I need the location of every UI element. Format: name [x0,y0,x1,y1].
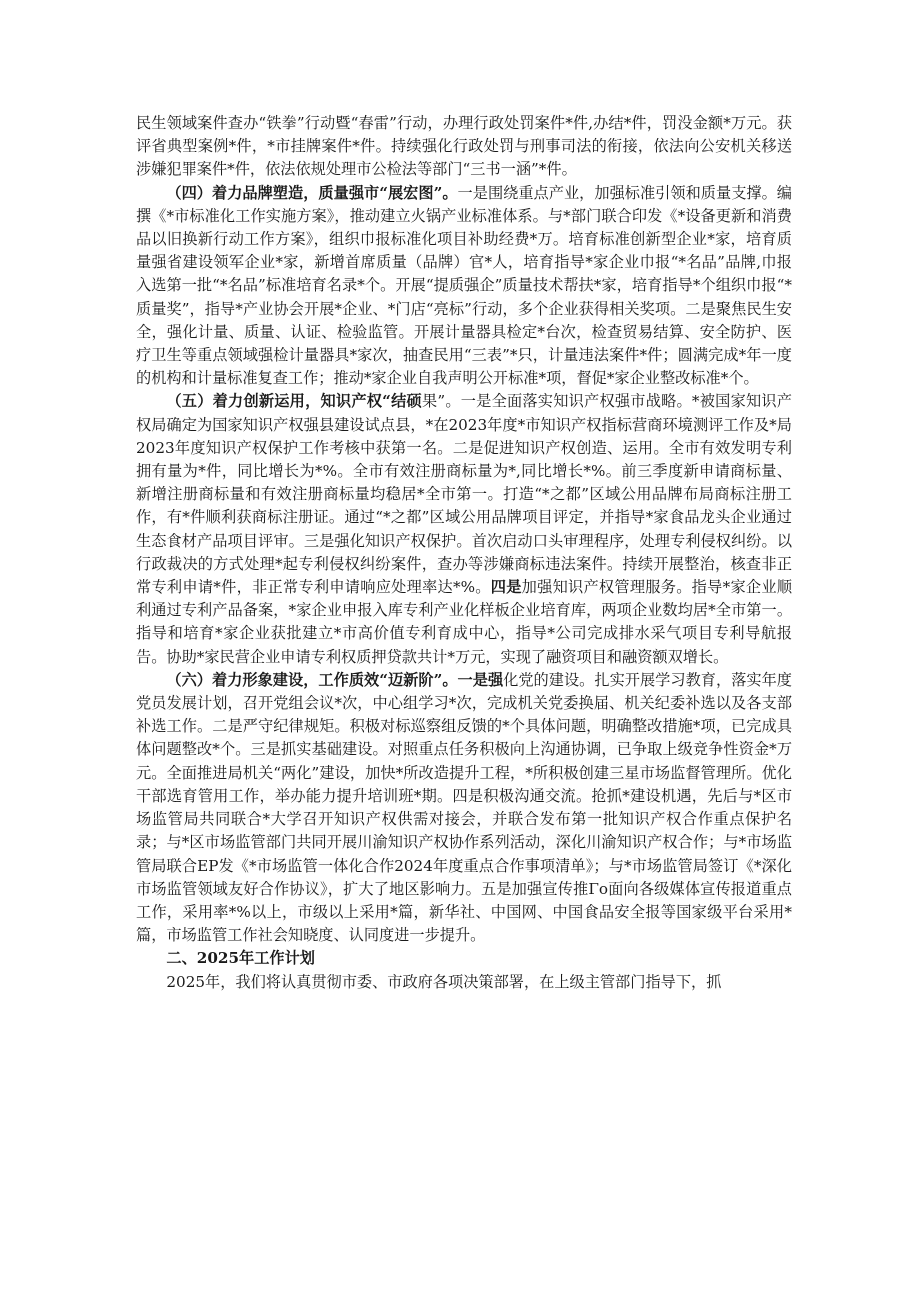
paragraph-4-lead: （六）着力形象建设，工作质效“迈新阶”。一是强 [166,670,504,689]
paragraph-2-lead: （四）着力品牌塑造，质量强市“展宏图”。 [166,183,458,202]
paragraph-3-text: 果”。一是全面落实知识产权强市战略。*被国家知识产权局确定为国家知识产权强县建设试点县，*在2023年度*市知识产权指标营商环境测评工作及*局2023年度知识产权保护工作考核中获第一名。二是促进知识产权创造、运用。全市有效发明专利拥有量为*件，同比增长为*%。全市有效注册商标量为*,同比增长*%。前三季度新申请商标量、新增注册商标量和有效注册商标量均稳居*全市第一。打造“*之都”区域公用品牌布局商标注册工作，有*件顺利获商标注册证。通过“*之都”区域公用品牌项目评定，并指导*家食品龙头企业通过生态食材产品项目评审。三是强化知识产权保护。首次启动口头审理程序，处理专利侵权纠纷。以行政裁决的方式处理*起专利侵权纠纷案件，查办等涉嫌商标违法案件。持续开展整治，核查非正常专利申请*件，非正常专利申请响应处理率达*%。 [136,392,792,597]
paragraph-3-inline-text: 加强知识产权管理服务。指导*家企业顺利通过专利产品备案，*家企业申报入库专利产业化样板企业培育库，两项企业数均居*全市第一。指导和培育*家企业获批建立*市高价值专利育成中心，指导*公司完成排水采气项目专利导航报告。协助*家民营企业申请专利权质押贷款共计*万元，实现了融资项目和融资额双增长。 [136,578,793,666]
paragraph-last: 2025年，我们将认真贯彻市委、市政府各项决策部署，在上级主管部门指导下，抓 [166,972,722,991]
paragraph-3-lead: （五）着力创新运用，知识产权“结硕 [166,392,422,411]
paragraph-4-text: 化党的建设。扎实开展学习教育，落实年度党员发展计划，召开党组会议*次，中心组学习*次，完成机关党委换届、机关纪委补选以及各支部补选工作。二是严守纪律规矩。积极对标巡察组反馈的*个具体问题，明确整改措施*项，已完成具体问题整改*个。三是抓实基础建设。对照重点任务积极向上沟通协调，已争取上级竞争性资金*万元。全面推进局机关“两化”建设，加快*所改造提升工程，*所积极创建三星市场监督管理所。优化干部选育管用工作，举办能力提升培训班*期。四是积极沟通交流。抢抓*建设机遇，先后与*区市场监管局共同联合*大学召开知识产权供需对接会，并联合发布第一批知识产权合作重点保护名录；与*区市场监管部门共同开展川渝知识产权协作系列活动，深化川渝知识产权合作；与*市场监管局联合EP发《*市场监管一体化合作2024年度重点合作事项清单》；与*市场监管局签订《*深化市场监管领域友好合作协议》，扩大了地区影响力。五是加强宣传推Γo面向各级媒体宣传报道重点工作，采用率*%以上，市级以上采用*篇，新华社、中国网、中国食品安全报等国家级平台采用*篇，市场监管工作社会知晓度、认同度进一步提升。 [136,670,792,945]
paragraph-3-inline-lead: 四是 [490,578,522,597]
paragraph-1 [136,112,792,182]
paragraph-1-text: 民生领域案件查办“铁拳”行动暨“春雷”行动，办理行政处罚案件*件,办结*件，罚没金额*万元。获评省典型案例*件，*市挂牌案件*件。持续强化行政处罚与刑事司法的衔接，依法向公安机关移送涉嫌犯罪案件*件，依法依规处理市公检法等部门“三书一涵”*件。 [136,114,792,179]
paragraph-2 [136,182,792,391]
section-heading: 二、2025年工作计划 [166,949,315,968]
paragraph-3 [136,390,792,668]
paragraph-2-text: 一是围绕重点产业，加强标准引领和质量支撑。编撰《*市标准化工作实施方案》，推动建立火锅产业标准体系。与*部门联合印发《*设备更新和消费品以旧换新行动工作方案》，组织巾报标准化项目补助经费*万。培育标准创新型企业*家，培育质量强省建设领军企业*家，新增首席质量（品牌）官*人，培育指导*家企业巾报“*名品”品牌,巾报入选第一批“*名品”标准培育名录*个。开展“提质强企”质量技术帮扶*家，培育指导*个组织巾报“*质量奖”，指导*产业协会开展*企业、*门店“亮标”行动，多个企业获得相关奖项。二是聚焦民生安全，强化计量、质量、认证、检验监管。开展计量器具检定*台次，检查贸易结算、安全防护、医疗卫生等重点领域强检计量器具*家次，抽查民用“三表”*只，计量违法案件*件；圆满完成*年一度的机构和计量标准复查工作；推动*家企业自我声明公开标准*项，督促*家企业整改标准*个。 [136,183,792,388]
paragraph-4 [136,669,792,947]
document-body [136,112,792,994]
